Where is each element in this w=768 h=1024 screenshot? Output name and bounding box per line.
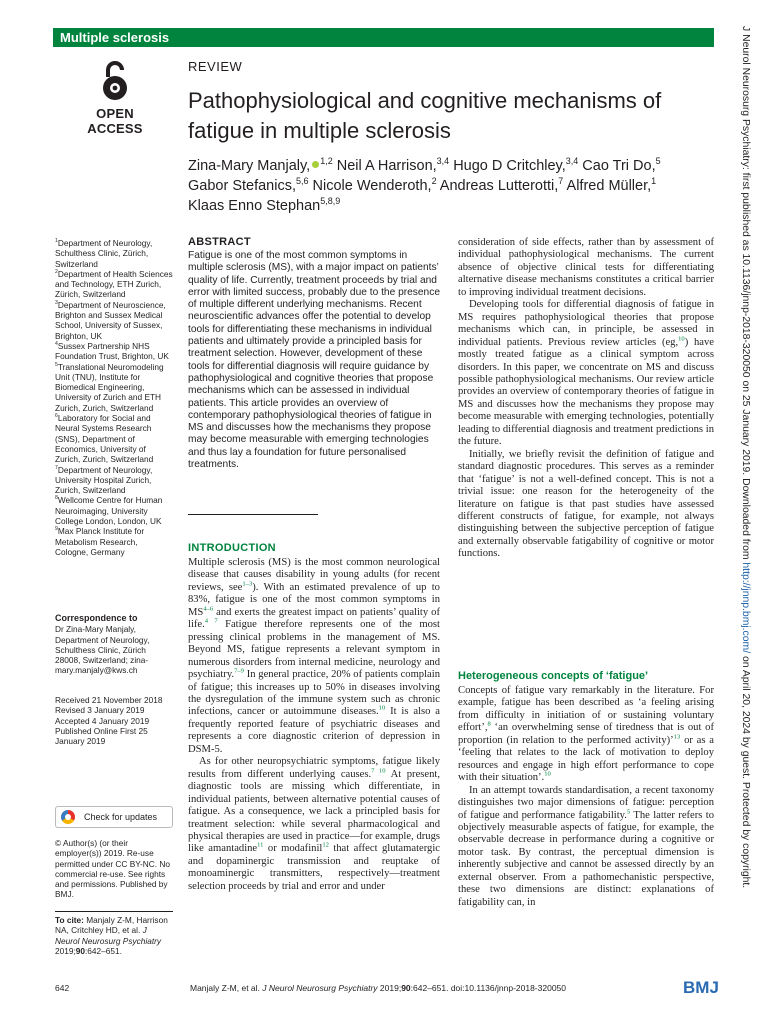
check-updates-button[interactable] (55, 806, 173, 828)
reference-marker: 12 (322, 841, 329, 849)
paragraph: As for other neuropsychiatric symptoms, fatigue likely results from different underlying causes.$^{7 10}$ At present, diagnostic tools are missing which differentiate, in individual patients, between alternative potential causes of fatigue. As a consequence, we lack a principled basis for treatment selection: while several pharmacological and physical therapies are used in practice—for example, drugs like amantadine$^{11}$ or modafinil$^{12}$ that affect glutamatergic and dopaminergic transmission and reuptake of monoaminergic transmitters, respectively—treatment selection proceeds by trial and error and under (188, 756, 441, 892)
right-column-body-top (458, 237, 714, 561)
author-name: Gabor Stefanics, (188, 178, 296, 194)
author-affiliation-marker: 2 (431, 176, 437, 187)
citation-label: To cite: (55, 915, 84, 925)
introduction-body (188, 557, 440, 893)
page-number: 642 (55, 983, 70, 993)
orcid-icon (312, 161, 319, 168)
affiliation-number: 9 (55, 526, 58, 533)
reference-marker: 7–9 (234, 667, 244, 675)
affiliation-number: 5 (55, 361, 58, 368)
date-line: Accepted 4 January 2019 (55, 715, 150, 726)
author-affiliation-marker: 3,4 (565, 156, 579, 167)
affiliation-item (55, 362, 173, 413)
affiliation-item (55, 413, 173, 464)
correspondence (55, 613, 173, 676)
crossmark-icon (61, 810, 75, 824)
author-affiliation-marker: 3,4 (436, 156, 450, 167)
reference-marker: 4 7 (204, 617, 218, 625)
right-column-body-bottom (458, 685, 714, 909)
reference-marker: 11 (257, 841, 264, 849)
reference-marker: 13 (673, 733, 681, 741)
subsection-heading: Heterogeneous concepts of ‘fatigue’ (458, 670, 649, 682)
author-name: Alfred Müller, (566, 178, 652, 194)
affiliation-item (55, 495, 173, 526)
article-type: REVIEW (188, 59, 243, 74)
affiliation-item (55, 465, 173, 496)
author-list (188, 156, 668, 216)
journal-name: J Neurol Neurosurg Psychiatry (55, 925, 162, 946)
affiliation-number: 6 (55, 413, 58, 420)
affiliation-item (55, 238, 173, 269)
abstract-text: Fatigue is one of the most common symptoms in multiple sclerosis (MS), with a major impact on patients’ quality of life. Currently, treatment proceeds by trial and error with limited success, probably due to the presence of multiple different underlying mechanisms. Recent neuroscientific advances offer the potential to develop tools for differentiating these mechanisms in individual patients and ultimately provide a principled basis for treatment selection. However, development of these tools for differential diagnosis will require guidance by pathophysiological and cognitive theories that propose mechanisms which can be assessed in individual patients. This article provides an overview of contemporary pathophysiological theories of fatigue in MS and discusses how the mechanisms they propose may become measurable with emerging technologies and thus lay a foundation for future personalised treatments. (188, 250, 440, 471)
affiliation-number: 3 (55, 300, 58, 307)
affiliations (55, 238, 173, 557)
affiliation-text: Department of Neuroscience, Brighton and Sussex Medical School, University of Sussex, Brighton, UK (55, 299, 166, 341)
volume: 90 (401, 983, 411, 993)
paragraph: In an attempt towards standardisation, a recent taxonomy distinguishes two major dimensions of fatigue: perception of fatigue and performance fatigability.$^5$ The latter refers to objectively measurable aspects of fatigue, for example, the observable decrease in performance during a cognitive or motor task. By contrast, the perceptual dimension is inherently subjective and cannot be assessed directly by an external observer. From a pathomechanistic perspective, these two dimensions are distinct: explanations of fatigability can, in (458, 784, 715, 908)
paragraph: Concepts of fatigue vary remarkably in the literature. For example, fatigue has been described as ‘a feeling arising from difficulty in initiation of or sustaining voluntary effort’,$^8$ ‘an overwhelming sense of tiredness that is out of proportion (in relation to the performed activity)’$^{13}$ or as a ‘feeling that relates to the lack of motivation to deploy resources and engage in high effort performance to cope with their situation’.$^{10}$ (458, 685, 714, 784)
correspondence-heading: Correspondence to (55, 613, 138, 623)
open-access-logo (72, 60, 158, 136)
affiliation-text: Wellcome Centre for Human Neuroimaging, University College London, London, UK (55, 495, 163, 527)
affiliation-text: Max Planck Institute for Metabolism Research, Cologne, Germany (55, 526, 145, 557)
author-affiliation-marker: 1,2 (320, 156, 333, 167)
download-notice-strip (736, 26, 754, 998)
journal-link[interactable]: http://jnnp.bmj.com/ (740, 562, 751, 654)
abstract-divider (188, 514, 318, 515)
paragraph: consideration of side effects, rather than by assessment of individual pathophysiological mechanisms. The current absence of objective clinical tests for differentiating alternative disease mechanisms constitutes a critical barrier to improving individual treatment decisions. (458, 237, 714, 298)
reference-marker: 10 (378, 704, 386, 712)
footer-citation: Manjaly Z-M, et al. J Neurol Neurosurg Psychiatry 2019;90:642–651. doi:10.1136/jnnp-2018-320050 (190, 983, 566, 993)
affiliation-item (55, 341, 173, 362)
author-name: Klaas Enno Stephan (188, 198, 321, 214)
author-name: Neil A Harrison, (336, 158, 437, 174)
affiliation-number: 2 (55, 269, 58, 276)
affiliation-text: Department of Health Sciences and Technology, ETH Zurich, Zürich, Switzerland (55, 268, 173, 300)
affiliation-item (55, 300, 173, 341)
paragraph: Developing tools for differential diagnosis of fatigue in MS requires pathophysiological theories that propose mechanisms which can, in principle, be assessed in individual patients. Previous review articles (eg,$^{10}$) have mostly treated fatigue as a clinical symptom across disorders. In this paper, we concentrate on MS and discuss possible pathophysiological mechanisms. Our review article provides an overview of contemporary theories of fatigue in MS and discusses how the mechanisms they propose may become measurable with emerging technologies, potentially leading to differential diagnosis and treatment predictions in the future. (458, 299, 714, 448)
open-access-lock-icon (100, 60, 130, 102)
open-access-label: OPEN ACCESS (87, 106, 143, 136)
reference-marker: 4–6 (203, 605, 214, 613)
author-name: Cao Tri Do, (582, 158, 656, 174)
introduction-heading: INTRODUCTION (188, 542, 276, 554)
download-notice-text: J Neurol Neurosurg Psychiatry: first published as 10.1136/jnnp-2018-320050 on 25 January 2019. Downloaded from (740, 26, 751, 563)
correspondence-text: Dr Zina-Mary Manjaly, Department of Neurology, Schulthess Clinic, Zürich 28008, Switzerland; zina-mary.manjaly@kws.ch (55, 624, 150, 676)
reference-marker: 5 (626, 808, 631, 815)
author-affiliation-marker: 5 (655, 156, 661, 167)
abstract (188, 236, 440, 471)
bmj-logo: BMJ (683, 978, 719, 997)
reference-marker: 10 (678, 335, 685, 343)
abstract-heading: ABSTRACT (188, 236, 251, 248)
copyright-notice: © Author(s) (or their employer(s)) 2019. Re-use permitted under CC BY-NC. No commercial re-use. See rights and permissions. Published by BMJ. (55, 838, 170, 900)
author-affiliation-marker: 5,6 (296, 176, 309, 187)
volume: 90 (75, 945, 85, 956)
date-line: Revised 3 January 2019 (55, 705, 145, 716)
affiliation-text: Laboratory for Social and Neural Systems Research (SNS), Department of Economics, University of Zurich, Zurich, Switzerland (55, 413, 154, 465)
affiliation-item (55, 526, 173, 557)
paragraph: Initially, we briefly revisit the definition of fatigue and standard diagnostic procedures. This serves as a reminder that ‘fatigue’ is not a well-defined concept. This is not a trivial issue: one reason for the heterogeneity of the literature on fatigue is that past studies have assessed different constructs of fatigue, for example, not always distinguishing between the subjective perception of fatigue and externally observable fatigability of cognitive or motor functions. (458, 448, 714, 560)
affiliation-text: Translational Neuromodeling Unit (TNU), Institute for Biomedical Engineering, University of Zurich and ETH Zurich, Zurich, Switzerland (55, 361, 164, 413)
reference-marker: 10 (544, 770, 551, 778)
affiliation-number: 7 (55, 464, 58, 471)
date-line: Published Online First 25 January 2019 (55, 725, 148, 747)
reference-marker: 1–3 (242, 580, 253, 588)
download-notice-text-end: on April 20, 2024 by guest. Protected by copyright. (740, 653, 751, 889)
affiliation-number: 4 (55, 341, 58, 348)
date-line: Received 21 November 2018 (55, 695, 163, 705)
reference-marker: 8 (487, 720, 491, 728)
article-title: Pathophysiological and cognitive mechanisms of fatigue in multiple sclerosis (188, 88, 662, 143)
journal-name: J Neurol Neurosurg Psychiatry (262, 983, 378, 993)
affiliation-number: 1 (55, 238, 58, 245)
affiliation-item (55, 269, 173, 300)
affiliation-number: 8 (55, 495, 58, 502)
affiliation-text: Sussex Partnership NHS Foundation Trust, Brighton, UK (55, 340, 169, 362)
author-affiliation-marker: 5,8,9 (320, 196, 341, 207)
article-dates (55, 695, 173, 746)
author-affiliation-marker: 7 (558, 176, 564, 187)
citation-box (55, 911, 173, 956)
section-banner: Multiple sclerosis (53, 28, 714, 47)
author-name: Zina-Mary Manjaly, (188, 158, 311, 174)
citation-text: Manjaly Z-M, Harrison NA, Critchley HD, et al. J Neurol Neurosurg Psychiatry 2019;90:642–651. (55, 915, 168, 956)
check-updates-label: Check for updates (84, 812, 158, 822)
author-name: Hugo D Critchley, (453, 158, 566, 174)
author-name: Andreas Lutterotti, (439, 178, 559, 194)
affiliation-text: Department of Neurology, Schulthess Clinic, Zürich, Switzerland (55, 238, 153, 269)
author-name: Nicole Wenderoth, (312, 178, 432, 194)
affiliation-text: Department of Neurology, University Hospital Zurich, Zurich, Switzerland (55, 464, 153, 496)
author-affiliation-marker: 1 (651, 176, 657, 187)
paragraph: Multiple sclerosis (MS) is the most common neurological disease that causes disability in young adults (for recent reviews, see$^{1-3}$). With an estimated prevalence of up to 83%, fatigue is one of the most common symptoms in MS$^{4-6}$ and exerts the greatest impact on patients’ quality of life.$^{4 7}$ Fatigue therefore represents one of the most pressing clinical problems in the management of MS. Beyond MS, fatigue represents a relevant symptom in numerous disorders from internal medicine, neurology and psychiatry.$^{7-9}$ In general practice, 20% of patients complain of fatigue; this increases up to 50% in diseases involving the dysregulation of the immune system such as chronic infections, cancer or autoimmune diseases.$^{10}$ It is also a frequently reported feature of psychiatric diseases and represents a core diagnostic criterion of depression in DSM-5. (188, 557, 440, 755)
reference-marker: 7 10 (371, 767, 386, 775)
